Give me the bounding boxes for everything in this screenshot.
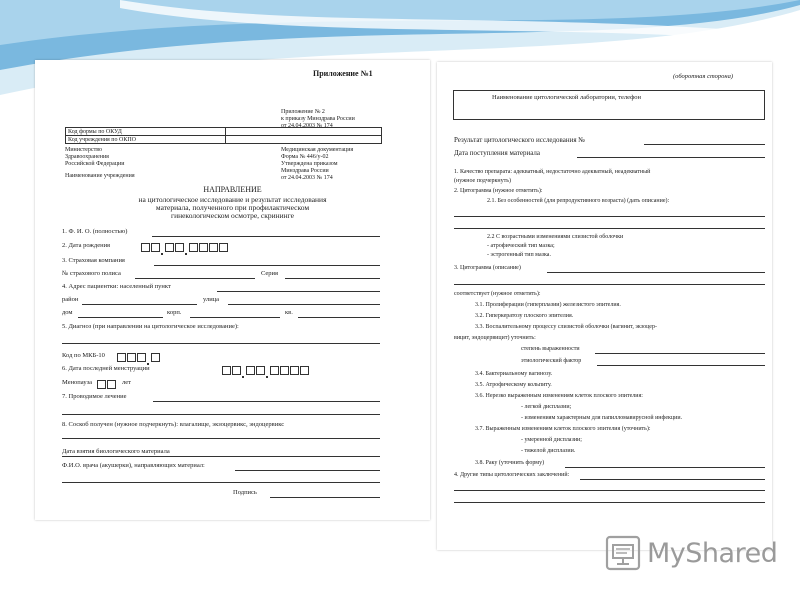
doctor-line[interactable] — [235, 470, 380, 471]
field-fio-line[interactable] — [152, 236, 380, 237]
signature-label: Подпись — [233, 489, 257, 496]
q37b-label: - тяжелой дисплазии. — [521, 448, 576, 454]
q34-label: 3.4. Бактериальному вагинозу. — [475, 371, 553, 377]
years-label: лет — [122, 379, 131, 386]
q3-label: 3. Цитограмма (описание) — [454, 265, 521, 271]
q21-line-2[interactable] — [454, 228, 765, 229]
q4-label: 4. Другие типы цитологических заключений: — [454, 472, 570, 478]
signature-line[interactable] — [270, 497, 380, 498]
icd-label: Код по МКБ-10 — [62, 352, 105, 359]
district-label: район — [62, 296, 79, 303]
street-label: улица — [203, 296, 220, 303]
q33d-label: этиологический фактор — [521, 358, 582, 364]
q36-label: 3.6. Нерезко выраженным изменениям клеток плоского эпителия: — [475, 393, 643, 399]
house-label: дом — [62, 309, 73, 316]
side-note: (оборотная сторона) — [673, 73, 734, 80]
last-period-boxes[interactable] — [222, 362, 310, 378]
okud-label: Код формы по ОКУД — [66, 128, 226, 136]
q37-label: 3.7. Выраженным изменениям клеток плоского эпителия (уточнить): — [475, 426, 651, 432]
form-back-page — [437, 62, 772, 550]
house-line[interactable] — [78, 317, 163, 318]
q1-note: (нужное подчеркнуть) — [454, 178, 511, 184]
watermark-text: MyShared — [647, 537, 778, 569]
form-front-page — [35, 60, 430, 520]
q37a-label: - умеренной дисплазии; — [521, 437, 582, 443]
q38-line[interactable] — [565, 467, 765, 468]
q31-label: 3.1. Пролиферации (гиперплазии) железистого эпителия. — [475, 302, 621, 308]
form-subheading: на цитологическое исследование и результат исследования материала, полученного при профилактическом гинекологическом осмотре, скрининге — [138, 195, 327, 220]
q22a-label: - атрофический тип мазка; — [487, 243, 555, 249]
treatment-line-2[interactable] — [62, 414, 380, 415]
field-diagnosis-label: 5. Диагноз (при направлении на цитологическое исследование): — [62, 323, 239, 330]
sample-line[interactable] — [62, 438, 380, 439]
q33c-label: степень выраженности — [521, 346, 580, 352]
treatment-line-1[interactable] — [153, 401, 380, 402]
result-number-line[interactable] — [644, 144, 765, 145]
q33-label: 3.3. Воспалительному процессу слизистой оболочки (вагинит, экзоцер- — [475, 324, 657, 330]
field-fio-label: 1. Ф. И. О. (полностью) — [62, 228, 128, 235]
doctor-line-2[interactable] — [62, 482, 380, 483]
building-label: корп. — [167, 309, 182, 316]
icd-boxes[interactable] — [117, 349, 161, 365]
birthdate-boxes[interactable] — [141, 239, 229, 255]
q2-label: 2. Цитограмма (нужное отметить): — [454, 188, 543, 194]
q33b-label: вицит, эндоцервицит) уточнить: — [454, 335, 536, 341]
receipt-label: Дата поступления материала — [454, 149, 540, 157]
field-last-period-label: 6. Дата последней менструации — [62, 365, 150, 372]
q21-label: 2.1. Без особенностей (для репродуктивного возраста) (дать описание): — [487, 198, 670, 204]
menopause-boxes[interactable] — [97, 376, 117, 392]
q4-line-2[interactable] — [454, 490, 765, 491]
q33d-line[interactable] — [597, 365, 765, 366]
series-line[interactable] — [285, 278, 380, 279]
institution-label: Наименование учреждения — [65, 173, 135, 179]
district-line[interactable] — [82, 304, 197, 305]
presentation-board-icon — [605, 535, 641, 571]
lab-name-box[interactable] — [453, 90, 765, 120]
q4-line-3[interactable] — [454, 502, 765, 503]
appendix-title: Приложение №1 — [313, 69, 373, 78]
date-taken-label: Дата взятия биологического материала — [62, 448, 170, 455]
policy-number-label: № страхового полиса — [62, 270, 121, 277]
q22-label: 2.2 С возрастными изменениями слизистой оболочки — [487, 234, 624, 240]
q36b-label: - изменениям характерным для папилломавирусной инфекции. — [521, 415, 683, 421]
field-insurance-line[interactable] — [154, 265, 380, 266]
watermark — [605, 535, 777, 571]
form-heading: НАПРАВЛЕНИЕ — [203, 185, 262, 194]
q4-line-1[interactable] — [580, 479, 765, 480]
q38-label: 3.8. Раку (уточнить форму) — [475, 460, 545, 466]
q36a-label: - легкой дисплазии; — [521, 404, 572, 410]
doctor-label: Ф.И.О. врача (акушерки), направляющих материал: — [62, 462, 205, 469]
q33c-line[interactable] — [595, 353, 765, 354]
q1-label: 1. Качество препарата: адекватный, недостаточно адекватный, неадекватный — [454, 169, 651, 175]
street-line[interactable] — [228, 304, 380, 305]
q35-label: 3.5. Атрофическому кольпиту. — [475, 382, 552, 388]
q3b-label: соответствует (нужное отметить): — [454, 291, 541, 297]
diagnosis-line[interactable] — [62, 343, 380, 344]
field-address-label: 4. Адрес пациентки: населенный пункт — [62, 283, 171, 290]
code-table — [65, 127, 382, 144]
policy-number-line[interactable] — [135, 278, 255, 279]
menopause-label: Менопауза — [62, 379, 93, 386]
apartment-line[interactable] — [298, 317, 380, 318]
series-label: Серия — [261, 270, 279, 277]
q3-line-2[interactable] — [454, 284, 765, 285]
field-treatment-label: 7. Проводимое лечение — [62, 393, 127, 400]
ministry-block: Министерство Здравоохранения Российской Федерации — [65, 147, 125, 167]
q22b-label: - эстрогенный тип мазка. — [487, 252, 551, 258]
date-taken-line[interactable] — [62, 456, 380, 457]
field-insurance-label: 3. Страховая компания — [62, 257, 125, 264]
field-sample-label: 8. Соскоб получен (нужное подчеркнуть): влагалище, экзоцервикс, эндоцервикс — [62, 421, 285, 428]
field-address-line[interactable] — [217, 291, 380, 292]
result-label: Результат цитологического исследования № — [454, 136, 585, 144]
q32-label: 3.2. Гиперкератозу плоского эпителия. — [475, 313, 574, 319]
building-line[interactable] — [190, 317, 280, 318]
receipt-line[interactable] — [577, 157, 765, 158]
okpo-label: Код учреждения по ОКПО — [66, 136, 226, 144]
field-birthdate-label: 2. Дата рождения — [62, 242, 111, 249]
med-doc-block: Медицинская документация Форма № 446/у-02 Утверждена приказом Минздрава России от 24.04.2003 № 174 — [281, 147, 354, 181]
apartment-label: кв. — [285, 309, 293, 316]
q3-line-1[interactable] — [547, 272, 765, 273]
q21-line-1[interactable] — [454, 216, 765, 217]
order-reference: Приложение № 2 к приказу Минздрава России от 24.04.2003 № 174 — [281, 109, 355, 129]
lab-name-label: Наименование цитологической лаборатории, телефон — [492, 94, 642, 101]
